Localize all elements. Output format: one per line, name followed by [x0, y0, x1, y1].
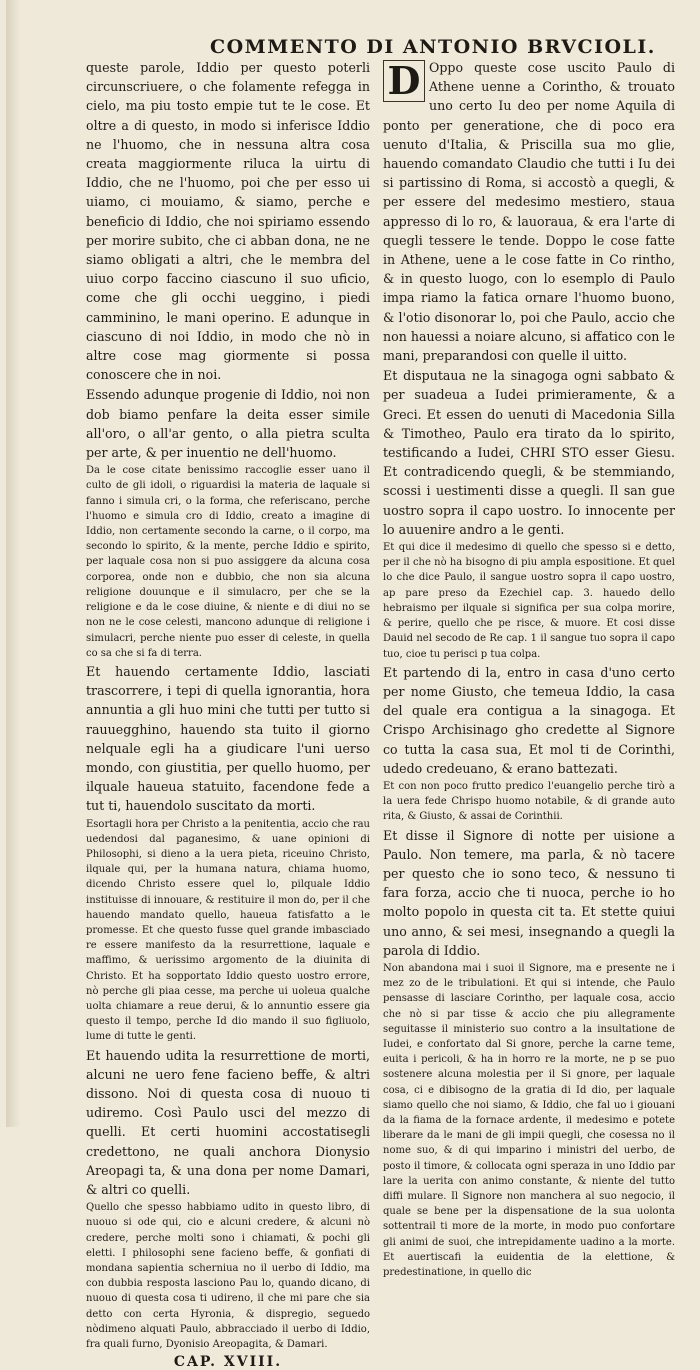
page-gutter	[6, 0, 20, 1127]
commentary-paragraph: Non abandona mai i suoi il Signore, ma e presente ne i mez zo de le tribulationi. Et qui si intende, che Paulo pensasse di lasciare Corintho, per laquale cosa, accio che nò si par tisse & accio che piu allegramente seguitasse il ministerio suo contro a la insultatione de Iudei, e confortato dal Si gnore, perche la carne teme, euita i pericoli, & ha in horro re la morte, ne p se puo sostenere alcuna molestia per il Si gnore, per laquale cosa, ci e dibisogno de la gratia di Id dio, per laquale siamo quello che noi siamo, & Iddio, che fal uo i giouani da la fiama de la fornace ardente, il medesimo e potete liberare da le mani de gli impii quegli, che cosessa no il nome suo, & di qui imparino i ministri del uerbo, de posto il timore, & collocata ogni speraza in uno Iddio par lare la uerita con animo constante, & niente del tutto diffi mulare. Il Signore non manchera al suo negocio, il quale se bene per la dispensatione de la sua uolonta sottentrail ti more de la morte, in modo puo confortare gli animi de suoi, che intrepidamente uadino a la morte. Et auertiscafi la euidentia de la elettione, & predestinatione, in quello dic	[383, 962, 675, 1279]
chapter-heading: CAP. XVIII.	[173, 1354, 283, 1370]
left-column	[86, 58, 370, 1370]
paragraph	[383, 58, 675, 365]
paragraph: Et hauendo certamente Iddio, lasciati trascorrere, i tepi di quella ignorantia, hora annuntia a gli huo mini che tutti per tutto si rauuegghino, hauendo sta tuito il giorno nelquale egli ha a giudicare l'uni uerso mondo, con giustitia, per quello huomo, per ilquale haueua statuito, facendone fede a tut ti, hauendolo suscitato da morti.	[86, 663, 370, 814]
paragraph-text: Oppo queste cose uscito Paulo di Athene uenne a Corintho, & trouato uno certo Iu deo per nome Aquila di ponto per generatione, che di poco era uenuto d'Italia, & Priscilla sua mo glie, hauendo comandato Claudio che tutti i Iu dei si partissino di Roma, si accostò a quegli, & per essere del medesimo mestiero, staua appresso di lo ro, & lauoraua, & era l'arte di quegli tessere le tende. Doppo le cose fatte in Athene, uene a le cose fatte in Co rintho, & in questo luogo, con lo esemplo di Paulo impa riamo la fatica ornare l'huomo buono, & l'otio disonorar lo, poi che Paulo, accio che non hauessi a noiare alcuno, si affatico con le mani, preparandosi con quelle il uitto.	[383, 60, 675, 364]
running-head: COMMENTO DI ANTONIO BRVCIOLI.	[210, 36, 656, 58]
paragraph: queste parole, Iddio per questo poterli circunscriuere, o che folamente refegga in cielo, ma piu tosto empie tut te le cose. Et oltre a di questo, in modo si inferisce Iddio ne l'huomo, che in nessuna altra cosa creata maggiormente riluca la uirtu di Iddio, che ne l'huomo, poi che per esso ui uiamo, ci mouiamo, & siamo, perche e beneficio di Iddio, che noi spiriamo essendo per morire subito, che ci abban dona, ne ne siamo obligati a altri, che le membra del uiuo corpo faccino ciascuno il suo uficio, come che gli occhi ueggino, i piedi camminino, le mani operino. E adunque in ciascuno di noi Iddio, in modo che nò in altre cose mag giormente si possa conoscere che in noi.	[86, 60, 370, 383]
commentary-paragraph: Da le cose citate benissimo raccoglie esser uano il culto de gli idoli, o riguardisi la materia de laquale si fanno i simula cri, o la forma, che referiscano, perche l'huomo e simula cro di Iddio, creato a imagine di Iddio, non certamente secondo la carne, o il corpo, ma secondo lo spirito, & la mente, perche Iddio e spirito, per laquale cosa non si puo assiggere da alcuna cosa corporea, onde non e dubbio, che non sia alcuna religione douunque e il simulacro, per che se la religione e da le cose diuine, & niente e di diui no se non ne le cose celesti, mancono adunque di religione i simulacri, perche niente puo esser di celeste, in quella co sa che si fa di terra.	[86, 465, 370, 659]
paragraph: Et disputaua ne la sinagoga ogni sabbato & per suadeua a Iudei primieramente, & a Greci. Et essen do uenuti di Macedonia Silla & Timotheo, Paulo era tirato da lo spirito, testificando a Iudei, CHRI STO esser Giesu. Et contradicendo quegli, & be stemmiando, scossi i uestimenti disse a quegli. Il san gue uostro sopra il capo uostro. Io innocente per lo auuenire andro a le genti.	[383, 368, 675, 537]
drop-cap: D	[383, 60, 425, 102]
commentary-paragraph: Et qui dice il medesimo di quello che spesso si e detto, per il che nò ha bisogno di piu ampla espositione. Et quel lo che dice Paulo, il sangue uostro sopra il capo uostro, ap pare preso da Ezechiel cap. 3. hauedo dello hebraismo per ilquale si significa per sua colpa morire, & perire, quello che pe risce, & muore. Et cosi disse Dauid nel secodo de Re cap. 1 il sangue tuo sopra il capo tuo, cioe tu perisci p tua colpa.	[383, 542, 675, 660]
paragraph: Et partendo di la, entro in casa d'uno certo per nome Giusto, che temeua Iddio, la casa del quale era contigua a la sinagoga. Et Crispo Archisinago gho credette al Signore co tutta la casa sua, Et mol ti de Corinthi, udedo credeuano, & erano battezati.	[383, 664, 675, 776]
commentary-paragraph: Quello che spesso habbiamo udito in questo libro, di nuouo si ode qui, cio e alcuni credere, & alcuni nò credere, perche molti sono i chiamati, & pochi gli eletti. I philosophi sene facieno beffe, & gonfiati di mondana sapientia scherniua no il uerbo di Iddio, ma con dubbia resposta lasciono Pau lo, quando dicano, di nuouo di questa cosa ti udireno, il che mi pare che sia detto con certa Hyronia, & dispregio, seguedo nòdimeno alquati Paulo, abbracciado il uerbo di Iddio, fra quali furno, Dyonisio Areopagita, & Damari.	[86, 1202, 370, 1351]
paragraph: Et hauendo udita la resurrettione de morti, alcuni ne uero fene facieno beffe, & altri dissono. Noi di questa cosa di nuouo ti udiremo. Così Paulo usci del mezzo di quelli. Et certi huomini accostatisegli credettono, ne quali anchora Dionysio Areopagi ta, & una dona per nome Damari, & altri co quelli.	[86, 1047, 370, 1197]
commentary-paragraph: Esortagli hora per Christo a la penitentia, accio che rau uedendosi dal paganesimo, & uane opinioni di Philosophi, si dieno a la uera pieta, riceuino Christo, ilquale qui, per la humana natura, chiama huomo, dicendo Christo essere quel lo, pilquale Iddio instituisse di innouare, & restituire il mon do, per il che hauendo mandato quello, haueua fatisfatto a le promesse. Et che questo fusse quel grande imbasciado re essere manifesto da la resurrettione, laquale e maffimo, & uerissimo argomento de la diuinita di Christo. Et ha sopportato Iddio questo uostro errore, nò perche gli piaa cesse, ma perche ui uoleua qualche uolta chiamare a reue derui, & lo annuntio essere gia questo il tempo, perche Id dio mando il suo figliuolo, lume di tutte le genti.	[86, 818, 370, 1043]
paragraph: Essendo adunque progenie di Iddio, noi non dob biamo penfare la deita esser simile all'oro, o all'ar gento, o alla pietra sculta per arte, & per inuentio ne dell'huomo.	[86, 387, 370, 461]
right-column	[383, 58, 675, 1279]
commentary-paragraph: Et con non poco frutto predico l'euangelio perche tirò a la uera fede Chrispo huomo notabile, & di grande auto rita, & Giusto, & assai de Corinthii.	[383, 780, 675, 823]
paragraph: Et disse il Signore di notte per uisione a Paulo. Non temere, ma parla, & nò tacere per questo che io sono teco, & nessuno ti fara forza, accio che ti nuoca, perche io ho molto popolo in questa cit ta. Et stette quiui uno anno, & sei mesi, insegnando a quegli la parola di Iddio.	[383, 827, 675, 958]
